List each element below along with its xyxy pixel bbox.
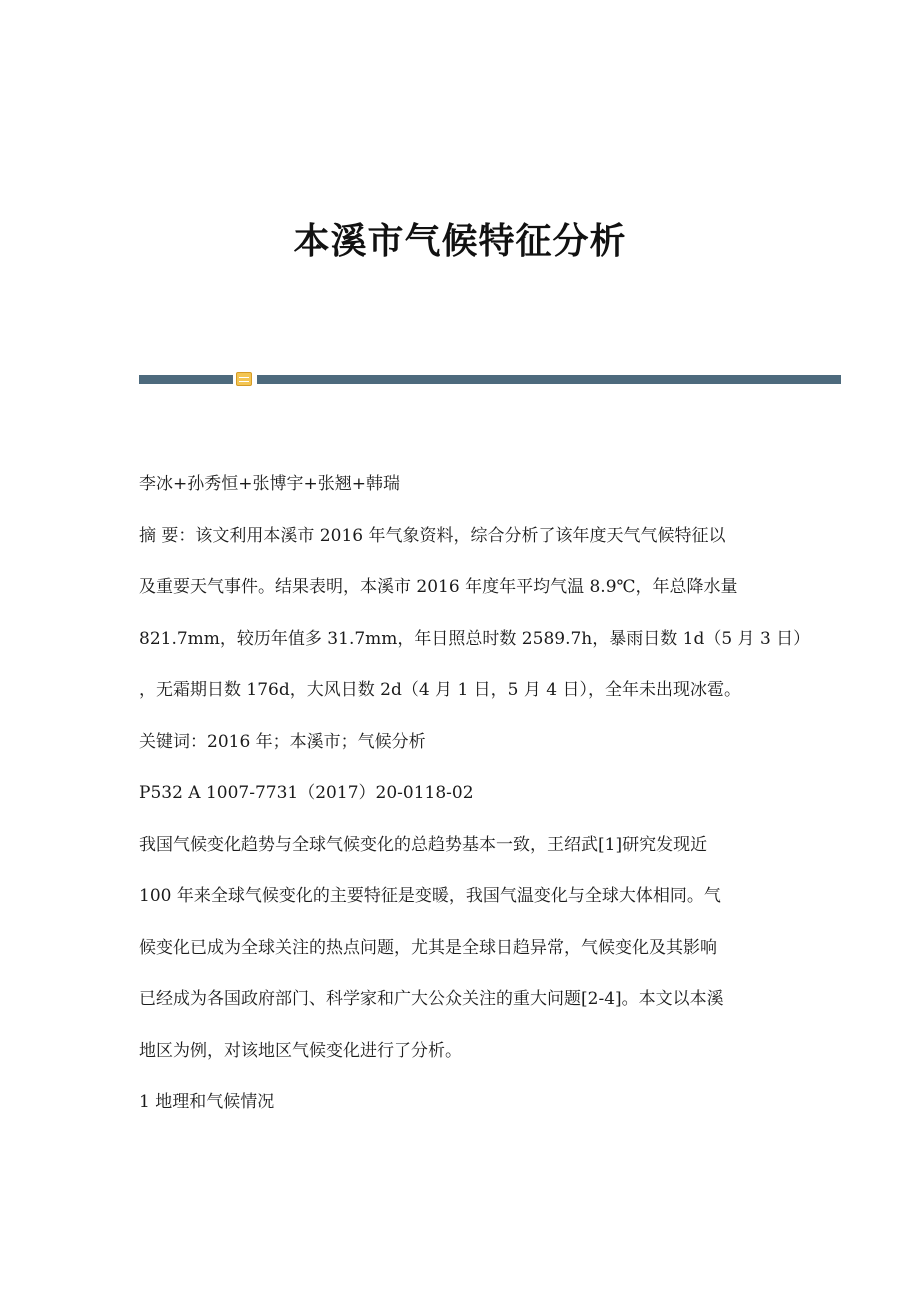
intro-line: 100 年来全球气候变化的主要特征是变暖，我国气温变化与全球大体相同。气 [139,886,721,906]
divider-bar-left [139,375,233,384]
authors-line: 李冰+孙秀恒+张博宇+张翘+韩瑞 [139,474,400,494]
title-divider [139,375,841,384]
keywords-line: 关键词：2016 年；本溪市；气候分析 [139,731,426,752]
document-title: 本溪市气候特征分析 [293,220,627,262]
intro-line: 我国气候变化趋势与全球气候变化的总趋势基本一致，王绍武[1]研究发现近 [139,834,708,855]
abstract-line: 摘 要：该文利用本溪市 2016 年气象资料，综合分析了该年度天气气候特征以 [139,525,726,546]
classification-line: P532 A 1007-7731（2017）20-0118-02 [139,783,474,803]
intro-line: 已经成为各国政府部门、科学家和广大公众关注的重大问题[2-4]。本文以本溪 [139,989,724,1009]
divider-bar-right [257,375,841,384]
abstract-line: 及重要天气事件。结果表明，本溪市 2016 年度年平均气温 8.9℃，年总降水量 [139,577,738,597]
intro-line: 地区为例，对该地区气候变化进行了分析。 [139,1040,462,1061]
intro-line: 候变化已成为全球关注的热点问题，尤其是全球日趋异常，气候变化及其影响 [139,937,717,958]
divider-emblem-icon [236,372,252,386]
abstract-line: ，无霜期日数 176d，大风日数 2d（4 月 1 日，5 月 4 日），全年未出现冰雹。 [139,680,742,700]
document-body [139,466,829,1136]
section-heading: 1 地理和气候情况 [139,1092,275,1112]
abstract-line: 821.7mm，较历年值多 31.7mm，年日照总时数 2589.7h，暴雨日数 1d（5 月 3 日） [139,628,811,649]
